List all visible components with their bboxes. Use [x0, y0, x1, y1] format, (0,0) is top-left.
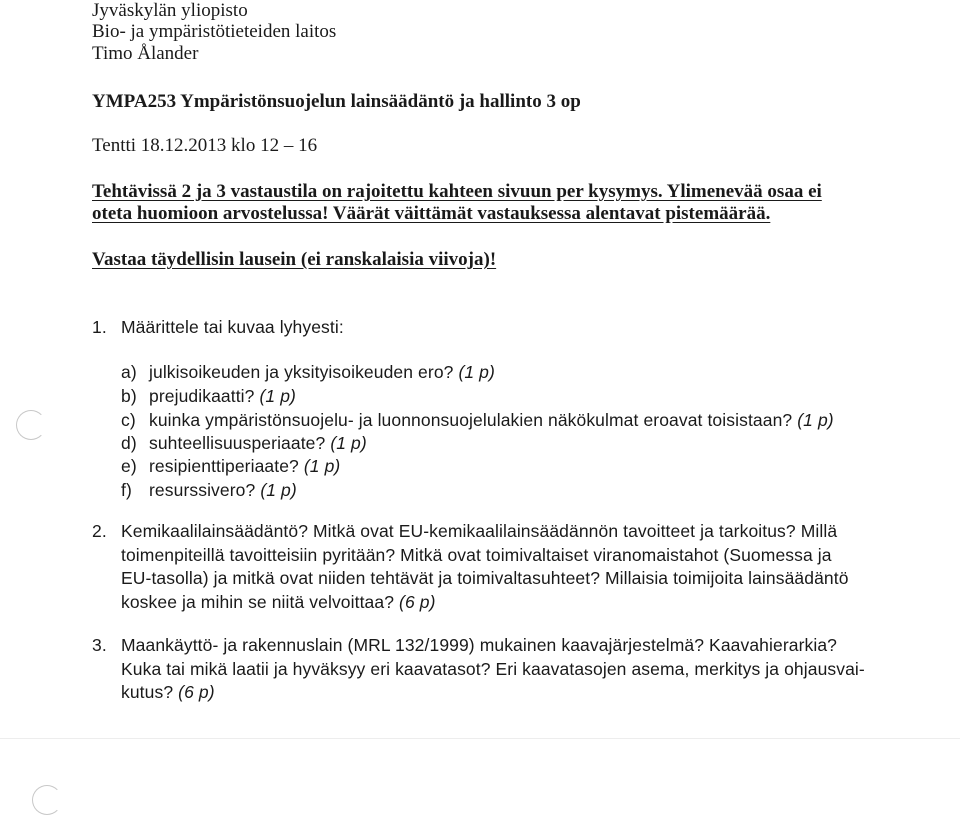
exam-date: Tentti 18.12.2013 klo 12 – 16: [92, 135, 318, 156]
question-3-line-1: Maankäyttö- ja rakennuslain (MRL 132/1999) mukainen kaavajärjestelmä? Kaavahierarkia?: [121, 635, 838, 655]
question-1-item: [121, 409, 834, 431]
item-text: resurssivero?: [149, 480, 256, 500]
item-points: (1 p): [458, 362, 495, 382]
question-1-item: [121, 385, 296, 407]
department-name: Bio- ja ympäristötieteiden laitos: [92, 21, 337, 42]
university-name: Jyväskylän yliopisto: [92, 0, 248, 21]
question-1-item: [121, 361, 495, 383]
item-points: (1 p): [259, 386, 296, 406]
question-1-text: Määrittele tai kuvaa lyhyesti:: [121, 317, 344, 337]
question-1-item: [121, 432, 367, 454]
item-text: prejudikaatti?: [149, 386, 255, 406]
hole-punch-mark: [16, 410, 46, 440]
item-text: suhteellisuusperiaate?: [149, 433, 326, 453]
item-letter: b): [121, 386, 137, 406]
question-2-line-3: EU-tasolla) ja mitkä ovat niiden tehtävät ja toimivaltasuhteet? Millaisia toimijoita lainsäädäntö: [121, 568, 849, 588]
scan-fold-line: [0, 738, 960, 739]
question-3-points: (6 p): [178, 682, 215, 702]
question-3-line-3: [121, 681, 215, 703]
instructions-line-1: Tehtävissä 2 ja 3 vastaustila on rajoitettu kahteen sivuun per kysymys. Ylimenevää osaa ei: [92, 181, 822, 202]
item-points: (1 p): [260, 480, 297, 500]
course-title: YMPA253 Ympäristönsuojelun lainsäädäntö ja hallinto 3 op: [92, 91, 581, 112]
question-1-item: [121, 479, 297, 501]
item-letter: f): [121, 480, 132, 500]
instructions-line-2: oteta huomioon arvostelussa! Väärät väittämät vastauksessa alentavat pistemäärää.: [92, 203, 771, 224]
item-letter: a): [121, 362, 137, 382]
question-3-line-2: Kuka tai mikä laatii ja hyväksyy eri kaavatasot? Eri kaavatasojen asema, merkitys ja ohjausvai-: [121, 659, 865, 679]
item-letter: d): [121, 433, 137, 453]
question-3-number: 3.: [92, 635, 107, 655]
item-points: (1 p): [303, 456, 341, 476]
question-2-line-4-text: koskee ja mihin se niitä velvoittaa?: [121, 592, 395, 612]
item-text: julkisoikeuden ja yksityisoikeuden ero?: [149, 362, 454, 382]
hole-punch-mark: [32, 785, 62, 815]
item-points: (1 p): [330, 433, 367, 453]
item-letter: e): [121, 456, 137, 476]
question-1-item: [121, 455, 340, 477]
question-2-number: 2.: [92, 521, 107, 541]
question-2-points: (6 p): [399, 592, 436, 612]
question-1-number: 1.: [92, 317, 107, 337]
question-2-line-1: Kemikaalilainsäädäntö? Mitkä ovat EU-kemikaalilainsäädännön tavoitteet ja tarkoitus? Millä: [121, 521, 838, 541]
item-points: (1 p): [797, 410, 834, 430]
question-2-line-4: [121, 591, 436, 613]
author-name: Timo Ålander: [92, 43, 199, 64]
question-3-line-3-text: kutus?: [121, 682, 174, 702]
instructions-line-3: Vastaa täydellisin lausein (ei ranskalaisia viivoja)!: [92, 249, 497, 270]
item-text: resipienttiperiaate?: [149, 456, 299, 476]
item-letter: c): [121, 410, 136, 430]
question-2-line-2: toimenpiteillä tavoitteisiin pyritään? Mitkä ovat toimivaltaiset viranomaistahot (Suomessa ja: [121, 545, 832, 565]
item-text: kuinka ympäristönsuojelu- ja luonnonsuojelulakien näkökulmat eroavat toisistaan?: [149, 410, 793, 430]
